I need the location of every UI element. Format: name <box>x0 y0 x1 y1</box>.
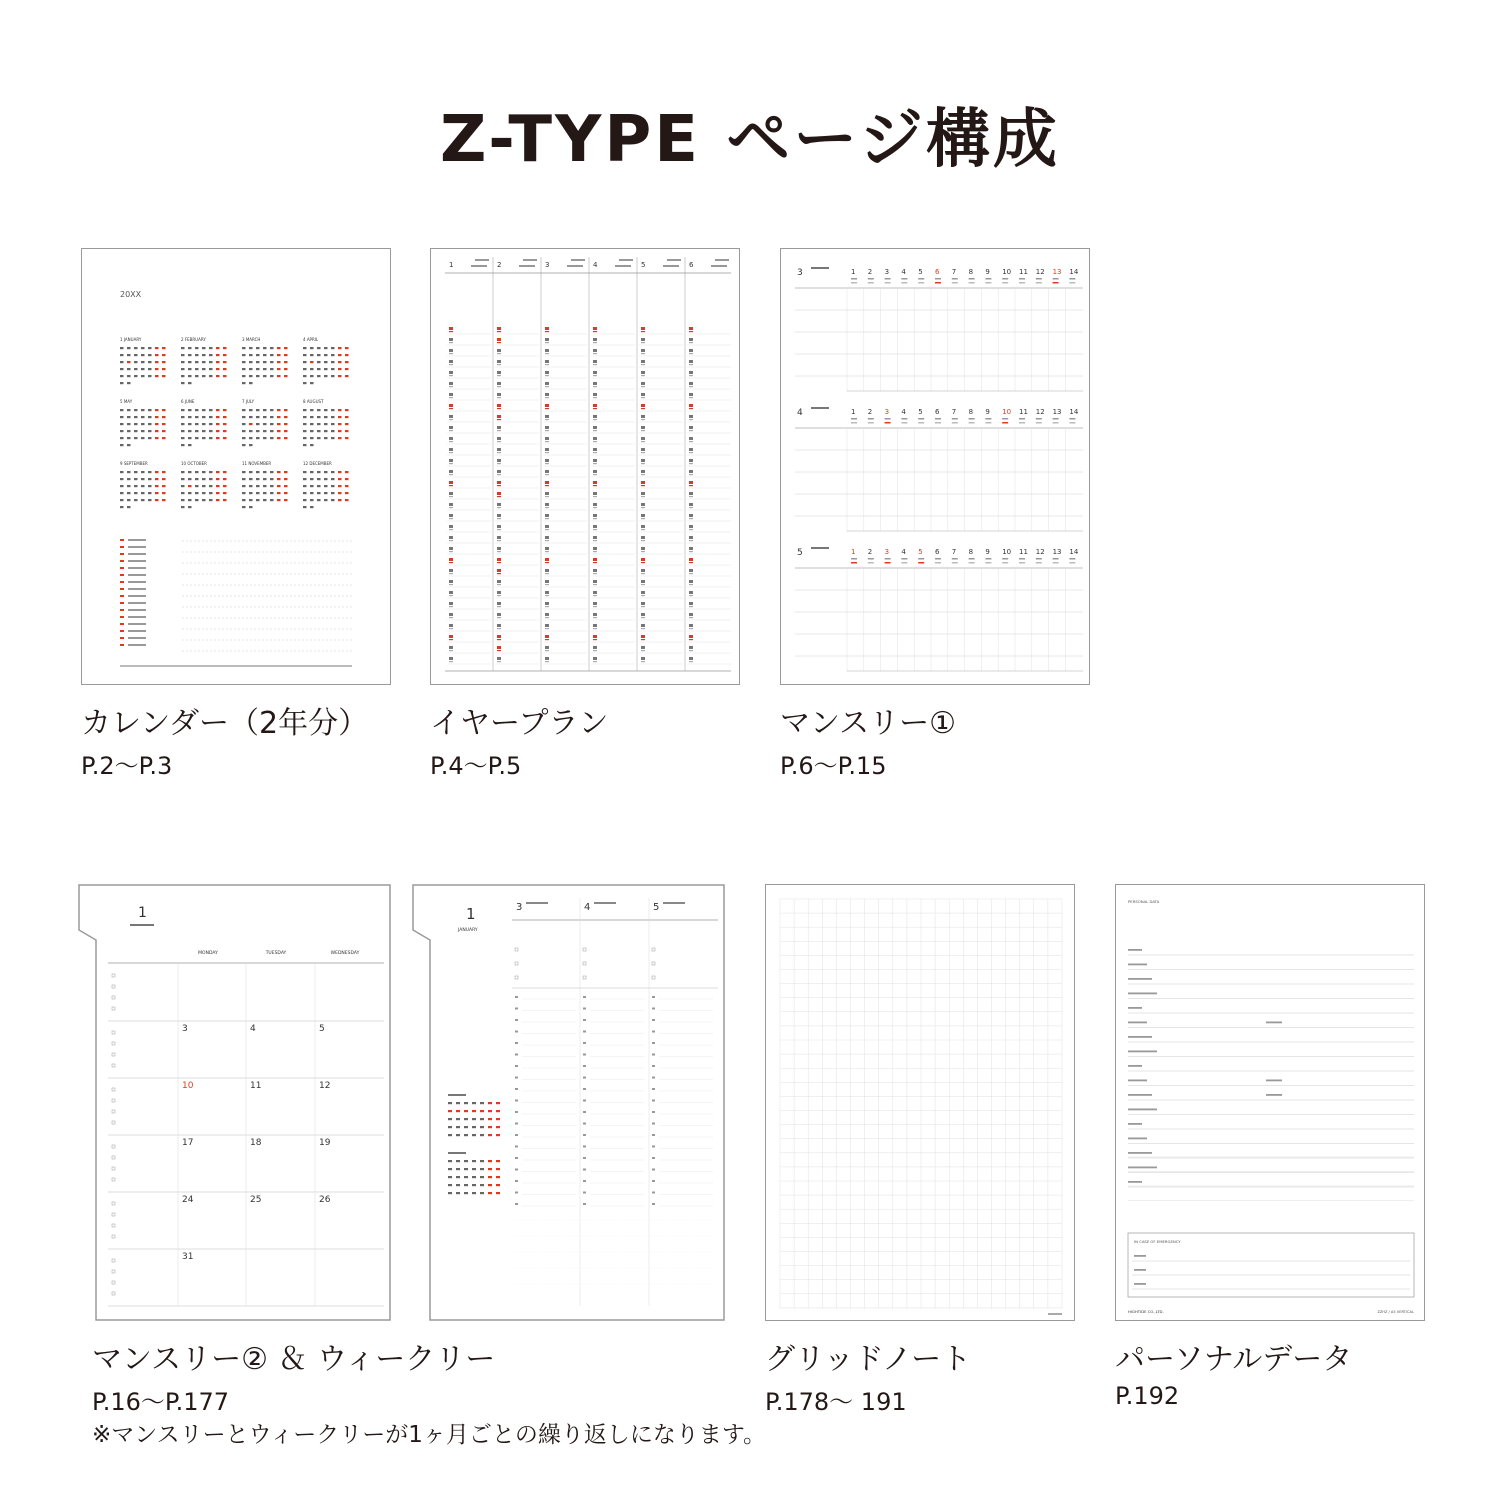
monthly2-weekday-label: TUESDAY <box>265 951 287 956</box>
caption-monthly1 <box>780 698 956 781</box>
weekly-day-number: 3 <box>516 902 523 913</box>
monthly1-day-number: 6 <box>935 268 940 276</box>
caption-monthly2-weekly <box>92 1334 495 1417</box>
monthly1-day-number: 5 <box>918 408 923 416</box>
caption-pages: P.16〜P.177 <box>92 1388 230 1416</box>
page-title: Z-TYPE ページ構成 <box>439 103 1061 177</box>
monthly1-day-number: 11 <box>1019 408 1028 416</box>
month-label: 12 DECEMBER <box>303 461 332 466</box>
monthly2-date: 3 <box>182 1024 188 1034</box>
personal-data-thumbnail <box>1115 884 1425 1321</box>
month-label: 5 MAY <box>120 399 133 404</box>
monthly1-month-number: 5 <box>797 548 803 558</box>
caption-pages: P.178〜 191 <box>765 1388 907 1416</box>
calendar-thumbnail <box>81 248 391 685</box>
month-label: 9 SEPTEMBER <box>120 461 148 466</box>
caption-grid-note <box>765 1334 971 1417</box>
monthly1-day-number: 8 <box>968 408 974 416</box>
monthly1-day-number: 9 <box>985 548 990 556</box>
monthly1-day-number: 13 <box>1052 408 1062 416</box>
monthly1-day-number: 6 <box>935 408 940 416</box>
caption-name: カレンダー（2年分） <box>81 706 369 741</box>
calendar-year-label: 20XX <box>120 290 142 299</box>
weekly-month-name: JANUARY <box>458 928 478 933</box>
personal-data-header: PERSONAL DATA <box>1128 899 1160 904</box>
footnote: ※マンスリーとウィークリーが1ヶ月ごとの繰り返しになります。 <box>92 1422 766 1448</box>
monthly1-day-number: 5 <box>918 268 923 276</box>
weekly-thumbnail <box>412 884 726 1322</box>
monthly1-day-number: 14 <box>1069 548 1079 556</box>
weekly-day-number: 5 <box>653 902 660 913</box>
monthly1-day-number: 10 <box>1002 268 1012 276</box>
monthly1-day-number: 13 <box>1052 268 1062 276</box>
caption-pages: P.6〜P.15 <box>780 752 887 780</box>
monthly2-date: 25 <box>250 1195 262 1205</box>
monthly2-date: 31 <box>182 1252 194 1262</box>
monthly1-day-number: 1 <box>851 548 856 556</box>
month-label: 6 JUNE <box>181 399 195 404</box>
monthly1-day-number: 9 <box>985 408 990 416</box>
month-label: 7 JULY <box>242 399 255 404</box>
year-plan-month-number: 1 <box>449 261 454 269</box>
monthly2-date: 17 <box>182 1138 194 1148</box>
year-plan-month-number: 2 <box>497 261 502 269</box>
monthly1-day-number: 2 <box>867 548 873 556</box>
monthly1-day-number: 11 <box>1019 268 1028 276</box>
monthly2-date: 12 <box>319 1081 331 1091</box>
monthly1-month-number: 4 <box>797 408 803 418</box>
monthly2-date: 19 <box>319 1138 331 1148</box>
monthly1-day-number: 12 <box>1035 408 1045 416</box>
weekly-day-number: 4 <box>584 902 591 913</box>
monthly1-day-number: 7 <box>951 408 957 416</box>
monthly1-day-number: 7 <box>951 268 957 276</box>
caption-year-plan <box>430 698 609 781</box>
monthly1-day-number: 9 <box>985 268 990 276</box>
monthly1-day-number: 4 <box>901 268 906 276</box>
month-label: 10 OCTOBER <box>181 461 207 466</box>
caption-pages: P.2〜P.3 <box>81 752 173 780</box>
year-plan-month-number: 4 <box>593 261 598 269</box>
monthly1-day-number: 5 <box>918 548 923 556</box>
month-label: 1 JANUARY <box>120 337 142 342</box>
monthly1-day-number: 4 <box>901 548 906 556</box>
monthly1-day-number: 11 <box>1019 548 1028 556</box>
caption-name: パーソナルデータ <box>1115 1342 1353 1377</box>
grid-note-thumbnail <box>765 884 1075 1321</box>
monthly2-weekday-label: MONDAY <box>198 951 218 956</box>
footer-brand: HIGHTIDE CO.,LTD. <box>1128 1309 1164 1314</box>
caption-name: マンスリー① <box>780 706 956 741</box>
caption-pages: P.192 <box>1115 1382 1180 1410</box>
monthly1-day-number: 12 <box>1035 548 1045 556</box>
monthly1-day-number: 3 <box>884 408 890 416</box>
monthly1-day-number: 3 <box>884 268 890 276</box>
year-plan-thumbnail <box>430 248 740 685</box>
caption-name: イヤープラン <box>430 706 609 741</box>
monthly1-day-number: 1 <box>851 408 856 416</box>
monthly2-date: 18 <box>250 1138 262 1148</box>
caption-personal-data <box>1115 1334 1352 1410</box>
monthly1-day-number: 2 <box>867 408 873 416</box>
weekly-month-number: 1 <box>466 905 476 923</box>
monthly2-date: 4 <box>250 1024 256 1034</box>
monthly2-date: 24 <box>182 1195 194 1205</box>
monthly1-day-number: 1 <box>851 268 856 276</box>
monthly1-day-number: 8 <box>968 548 974 556</box>
monthly2-date: 10 <box>182 1081 194 1091</box>
month-label: 11 NOVEMBER <box>242 461 272 466</box>
monthly2-date: 26 <box>319 1195 331 1205</box>
emergency-label: IN CASE OF EMERGENCY <box>1134 1239 1181 1244</box>
month-label: 4 APRIL <box>303 337 319 342</box>
monthly1-day-number: 2 <box>867 268 873 276</box>
caption-calendar <box>81 698 368 781</box>
monthly1-day-number: 7 <box>951 548 957 556</box>
caption-name: マンスリー② ＆ ウィークリー <box>92 1342 496 1377</box>
year-plan-month-number: 5 <box>641 261 646 269</box>
month-label: 2 FEBRUARY <box>181 337 206 342</box>
year-plan-month-number: 3 <box>545 261 550 269</box>
footer-format: ZZHZ / A5 VERTICAL <box>1377 1310 1414 1314</box>
monthly2-weekday-label: WEDNESDAY <box>330 951 360 956</box>
monthly1-day-number: 3 <box>884 548 890 556</box>
year-plan-month-number: 6 <box>689 261 694 269</box>
monthly1-day-number: 8 <box>968 268 974 276</box>
monthly1-thumbnail <box>780 248 1090 685</box>
monthly1-day-number: 14 <box>1069 268 1079 276</box>
monthly1-day-number: 13 <box>1052 548 1062 556</box>
monthly2-date: 11 <box>250 1081 262 1091</box>
monthly1-day-number: 6 <box>935 548 940 556</box>
monthly1-day-number: 12 <box>1035 268 1045 276</box>
caption-name: グリッドノート <box>765 1342 972 1377</box>
monthly2-thumbnail <box>78 884 392 1322</box>
month-label: 8 AUGUST <box>303 399 324 404</box>
monthly2-date: 5 <box>319 1024 325 1034</box>
monthly1-day-number: 4 <box>901 408 906 416</box>
monthly1-day-number: 14 <box>1069 408 1079 416</box>
monthly1-month-number: 3 <box>797 268 803 278</box>
caption-pages: P.4〜P.5 <box>430 752 522 780</box>
monthly2-month-number: 1 <box>138 905 147 921</box>
monthly1-day-number: 10 <box>1002 548 1012 556</box>
month-label: 3 MARCH <box>242 337 261 342</box>
monthly1-day-number: 10 <box>1002 408 1012 416</box>
